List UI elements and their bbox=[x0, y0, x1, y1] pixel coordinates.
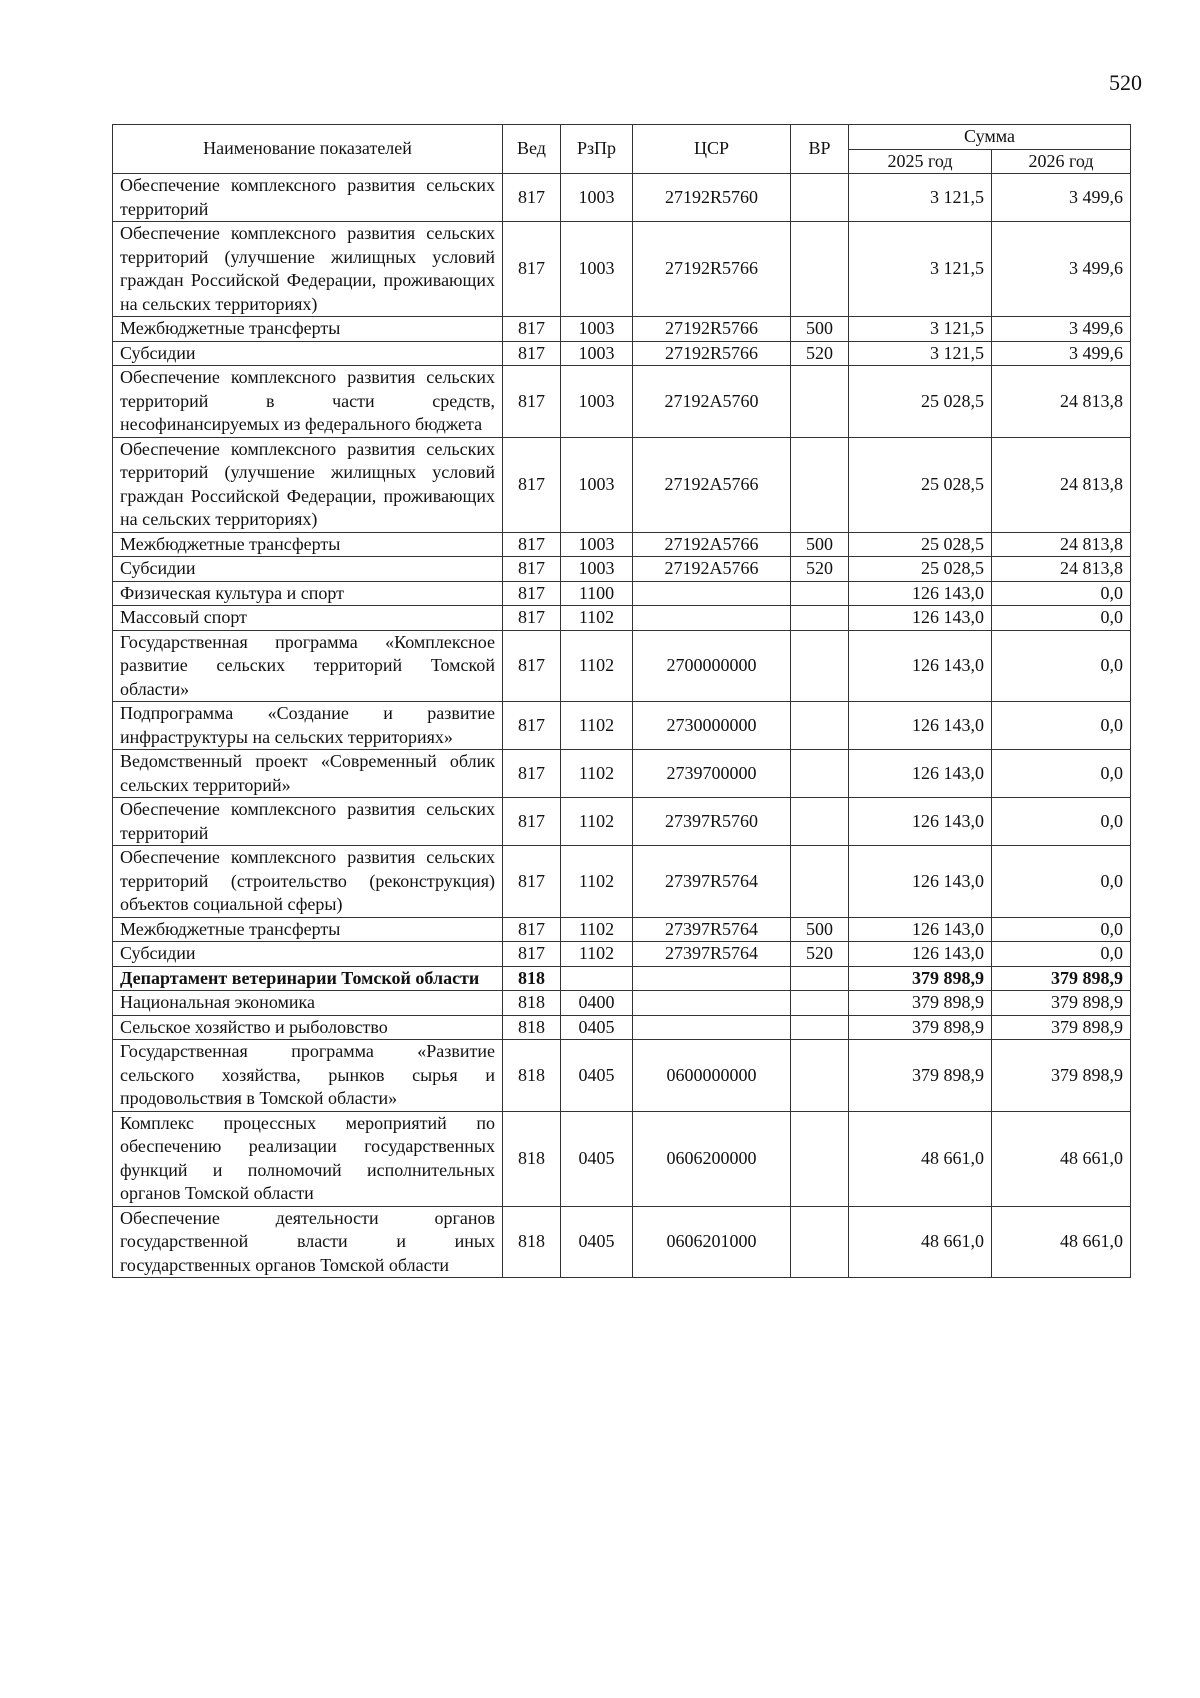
row-sum-2026: 0,0 bbox=[992, 798, 1131, 846]
row-sum-2026: 0,0 bbox=[992, 917, 1131, 942]
page-number: 520 bbox=[1109, 70, 1142, 95]
table-row bbox=[113, 798, 1131, 846]
row-name: Подпрограмма «Создание и развитие инфраструктуры на сельских территориях» bbox=[113, 702, 503, 750]
row-rzpr: 1102 bbox=[561, 606, 633, 631]
table-row bbox=[113, 366, 1131, 438]
row-csr bbox=[633, 1015, 791, 1040]
row-sum-2025: 25 028,5 bbox=[849, 557, 992, 582]
row-sum-2025: 25 028,5 bbox=[849, 532, 992, 557]
row-sum-2025: 126 143,0 bbox=[849, 581, 992, 606]
row-ved: 817 bbox=[503, 341, 561, 366]
row-rzpr: 1102 bbox=[561, 942, 633, 967]
row-sum-2026: 24 813,8 bbox=[992, 366, 1131, 438]
row-name: Государственная программа «Комплексное развитие сельских территорий Томской области» bbox=[113, 630, 503, 702]
row-sum-2026: 3 499,6 bbox=[992, 174, 1131, 222]
row-vr bbox=[791, 798, 849, 846]
row-rzpr bbox=[561, 966, 633, 991]
row-vr bbox=[791, 1206, 849, 1278]
row-csr bbox=[633, 581, 791, 606]
row-vr bbox=[791, 750, 849, 798]
table-row bbox=[113, 557, 1131, 582]
row-vr bbox=[791, 174, 849, 222]
row-sum-2025: 126 143,0 bbox=[849, 606, 992, 631]
row-ved: 817 bbox=[503, 366, 561, 438]
table-row bbox=[113, 991, 1131, 1016]
row-csr: 0606200000 bbox=[633, 1111, 791, 1206]
table-row bbox=[113, 750, 1131, 798]
row-ved: 817 bbox=[503, 606, 561, 631]
table-row bbox=[113, 532, 1131, 557]
row-name: Сельское хозяйство и рыболовство bbox=[113, 1015, 503, 1040]
row-sum-2025: 48 661,0 bbox=[849, 1206, 992, 1278]
row-vr: 500 bbox=[791, 917, 849, 942]
table-row bbox=[113, 1111, 1131, 1206]
row-sum-2026: 24 813,8 bbox=[992, 532, 1131, 557]
row-sum-2026: 379 898,9 bbox=[992, 991, 1131, 1016]
row-name: Комплекс процессных мероприятий по обеспечению реализации государственных функций и полномочий исполнительных органов Томской области bbox=[113, 1111, 503, 1206]
row-name: Обеспечение комплексного развития сельских территорий (улучшение жилищных условий граждан Российской Федерации, проживающих на сельских территориях) bbox=[113, 437, 503, 532]
row-sum-2025: 126 143,0 bbox=[849, 750, 992, 798]
header-sum: Сумма bbox=[849, 125, 1131, 150]
row-sum-2025: 126 143,0 bbox=[849, 942, 992, 967]
row-name: Государственная программа «Развитие сельского хозяйства, рынков сырья и продовольствия в Томской области» bbox=[113, 1040, 503, 1112]
row-name: Субсидии bbox=[113, 557, 503, 582]
row-ved: 817 bbox=[503, 917, 561, 942]
row-vr bbox=[791, 222, 849, 317]
row-name: Обеспечение комплексного развития сельских территорий bbox=[113, 798, 503, 846]
table-row bbox=[113, 702, 1131, 750]
row-rzpr: 1100 bbox=[561, 581, 633, 606]
row-rzpr: 1003 bbox=[561, 317, 633, 342]
row-rzpr: 0405 bbox=[561, 1015, 633, 1040]
row-ved: 817 bbox=[503, 846, 561, 918]
row-name: Обеспечение деятельности органов государственной власти и иных государственных органов Томской области bbox=[113, 1206, 503, 1278]
row-sum-2025: 379 898,9 bbox=[849, 991, 992, 1016]
row-sum-2026: 0,0 bbox=[992, 750, 1131, 798]
row-vr bbox=[791, 1040, 849, 1112]
row-name: Обеспечение комплексного развития сельских территорий (строительство (реконструкция) объектов социальной сферы) bbox=[113, 846, 503, 918]
row-vr: 520 bbox=[791, 942, 849, 967]
row-vr bbox=[791, 1111, 849, 1206]
row-name: Субсидии bbox=[113, 341, 503, 366]
row-ved: 817 bbox=[503, 557, 561, 582]
row-ved: 818 bbox=[503, 966, 561, 991]
row-name: Межбюджетные трансферты bbox=[113, 917, 503, 942]
row-sum-2025: 379 898,9 bbox=[849, 1015, 992, 1040]
row-csr: 0600000000 bbox=[633, 1040, 791, 1112]
row-csr bbox=[633, 991, 791, 1016]
row-rzpr: 1102 bbox=[561, 750, 633, 798]
row-sum-2026: 0,0 bbox=[992, 606, 1131, 631]
row-name: Национальная экономика bbox=[113, 991, 503, 1016]
table-header bbox=[113, 125, 1131, 174]
row-rzpr: 0400 bbox=[561, 991, 633, 1016]
table-row bbox=[113, 1015, 1131, 1040]
row-sum-2025: 3 121,5 bbox=[849, 222, 992, 317]
table-row bbox=[113, 317, 1131, 342]
header-rzpr: РзПр bbox=[561, 125, 633, 174]
table-row bbox=[113, 1206, 1131, 1278]
row-ved: 817 bbox=[503, 942, 561, 967]
row-name: Ведомственный проект «Современный облик сельских территорий» bbox=[113, 750, 503, 798]
row-csr: 2730000000 bbox=[633, 702, 791, 750]
row-csr: 27192А5766 bbox=[633, 532, 791, 557]
row-sum-2025: 48 661,0 bbox=[849, 1111, 992, 1206]
row-vr bbox=[791, 581, 849, 606]
header-vr: ВР bbox=[791, 125, 849, 174]
row-sum-2026: 379 898,9 bbox=[992, 1040, 1131, 1112]
header-name: Наименование показателей bbox=[113, 125, 503, 174]
row-rzpr: 1102 bbox=[561, 846, 633, 918]
row-ved: 817 bbox=[503, 798, 561, 846]
row-csr: 27192А5766 bbox=[633, 557, 791, 582]
row-rzpr: 1003 bbox=[561, 437, 633, 532]
table-row bbox=[113, 222, 1131, 317]
row-sum-2025: 3 121,5 bbox=[849, 317, 992, 342]
row-csr: 27192R5766 bbox=[633, 341, 791, 366]
row-rzpr: 1003 bbox=[561, 174, 633, 222]
row-vr: 520 bbox=[791, 341, 849, 366]
row-ved: 818 bbox=[503, 1040, 561, 1112]
row-name: Обеспечение комплексного развития сельских территорий bbox=[113, 174, 503, 222]
row-sum-2025: 379 898,9 bbox=[849, 1040, 992, 1112]
table-body bbox=[113, 174, 1131, 1278]
row-name: Субсидии bbox=[113, 942, 503, 967]
row-csr: 27397R5760 bbox=[633, 798, 791, 846]
budget-table bbox=[112, 124, 1131, 1278]
table-row bbox=[113, 174, 1131, 222]
row-ved: 818 bbox=[503, 1206, 561, 1278]
row-vr bbox=[791, 1015, 849, 1040]
row-name: Департамент ветеринарии Томской области bbox=[113, 966, 503, 991]
row-sum-2026: 0,0 bbox=[992, 942, 1131, 967]
table-row bbox=[113, 606, 1131, 631]
row-sum-2026: 24 813,8 bbox=[992, 557, 1131, 582]
row-rzpr: 1102 bbox=[561, 702, 633, 750]
table-row bbox=[113, 1040, 1131, 1112]
row-csr bbox=[633, 966, 791, 991]
table-row bbox=[113, 917, 1131, 942]
row-sum-2025: 25 028,5 bbox=[849, 366, 992, 438]
row-sum-2025: 3 121,5 bbox=[849, 341, 992, 366]
row-sum-2026: 24 813,8 bbox=[992, 437, 1131, 532]
table-row bbox=[113, 630, 1131, 702]
row-csr: 2739700000 bbox=[633, 750, 791, 798]
row-rzpr: 1102 bbox=[561, 798, 633, 846]
row-ved: 817 bbox=[503, 437, 561, 532]
row-ved: 818 bbox=[503, 1111, 561, 1206]
row-vr: 500 bbox=[791, 317, 849, 342]
row-vr: 500 bbox=[791, 532, 849, 557]
row-csr: 27397R5764 bbox=[633, 846, 791, 918]
header-year-2026: 2026 год bbox=[992, 149, 1131, 174]
header-csr: ЦСР bbox=[633, 125, 791, 174]
row-sum-2026: 3 499,6 bbox=[992, 317, 1131, 342]
row-vr bbox=[791, 437, 849, 532]
row-name: Обеспечение комплексного развития сельских территорий (улучшение жилищных условий граждан Российской Федерации, проживающих на сельских территориях) bbox=[113, 222, 503, 317]
table-row bbox=[113, 942, 1131, 967]
row-sum-2026: 0,0 bbox=[992, 581, 1131, 606]
row-sum-2025: 126 143,0 bbox=[849, 702, 992, 750]
row-rzpr: 1003 bbox=[561, 557, 633, 582]
row-rzpr: 1003 bbox=[561, 366, 633, 438]
row-sum-2026: 0,0 bbox=[992, 846, 1131, 918]
row-csr: 27192А5760 bbox=[633, 366, 791, 438]
row-sum-2026: 48 661,0 bbox=[992, 1206, 1131, 1278]
row-ved: 817 bbox=[503, 222, 561, 317]
row-sum-2026: 0,0 bbox=[992, 702, 1131, 750]
row-sum-2026: 48 661,0 bbox=[992, 1111, 1131, 1206]
row-name: Массовый спорт bbox=[113, 606, 503, 631]
row-ved: 817 bbox=[503, 581, 561, 606]
row-sum-2025: 126 143,0 bbox=[849, 630, 992, 702]
row-rzpr: 1102 bbox=[561, 917, 633, 942]
row-vr: 520 bbox=[791, 557, 849, 582]
row-rzpr: 0405 bbox=[561, 1040, 633, 1112]
row-csr: 27397R5764 bbox=[633, 942, 791, 967]
row-sum-2025: 126 143,0 bbox=[849, 917, 992, 942]
row-ved: 817 bbox=[503, 750, 561, 798]
row-vr bbox=[791, 606, 849, 631]
row-rzpr: 1003 bbox=[561, 222, 633, 317]
row-sum-2026: 379 898,9 bbox=[992, 1015, 1131, 1040]
row-csr: 27192R5766 bbox=[633, 317, 791, 342]
row-sum-2026: 3 499,6 bbox=[992, 341, 1131, 366]
row-sum-2025: 3 121,5 bbox=[849, 174, 992, 222]
row-csr bbox=[633, 606, 791, 631]
row-ved: 818 bbox=[503, 1015, 561, 1040]
header-ved: Вед bbox=[503, 125, 561, 174]
row-ved: 817 bbox=[503, 317, 561, 342]
row-name: Межбюджетные трансферты bbox=[113, 317, 503, 342]
row-name: Межбюджетные трансферты bbox=[113, 532, 503, 557]
row-rzpr: 1102 bbox=[561, 630, 633, 702]
row-csr: 27192А5766 bbox=[633, 437, 791, 532]
table-row bbox=[113, 437, 1131, 532]
row-sum-2025: 25 028,5 bbox=[849, 437, 992, 532]
row-ved: 818 bbox=[503, 991, 561, 1016]
row-vr bbox=[791, 846, 849, 918]
row-sum-2025: 126 143,0 bbox=[849, 798, 992, 846]
row-rzpr: 1003 bbox=[561, 341, 633, 366]
row-sum-2026: 3 499,6 bbox=[992, 222, 1131, 317]
table-row bbox=[113, 846, 1131, 918]
row-sum-2026: 0,0 bbox=[992, 630, 1131, 702]
row-csr: 0606201000 bbox=[633, 1206, 791, 1278]
row-rzpr: 0405 bbox=[561, 1206, 633, 1278]
row-csr: 27192R5760 bbox=[633, 174, 791, 222]
row-rzpr: 1003 bbox=[561, 532, 633, 557]
row-sum-2026: 379 898,9 bbox=[992, 966, 1131, 991]
row-ved: 817 bbox=[503, 702, 561, 750]
row-rzpr: 0405 bbox=[561, 1111, 633, 1206]
row-ved: 817 bbox=[503, 532, 561, 557]
row-name: Физическая культура и спорт bbox=[113, 581, 503, 606]
row-name: Обеспечение комплексного развития сельских территорий в части средств, несофинансируемых из федерального бюджета bbox=[113, 366, 503, 438]
row-sum-2025: 379 898,9 bbox=[849, 966, 992, 991]
row-ved: 817 bbox=[503, 630, 561, 702]
row-vr bbox=[791, 966, 849, 991]
row-sum-2025: 126 143,0 bbox=[849, 846, 992, 918]
row-csr: 2700000000 bbox=[633, 630, 791, 702]
row-vr bbox=[791, 366, 849, 438]
row-csr: 27397R5764 bbox=[633, 917, 791, 942]
header-year-2025: 2025 год bbox=[849, 149, 992, 174]
row-vr bbox=[791, 702, 849, 750]
table-row bbox=[113, 341, 1131, 366]
row-csr: 27192R5766 bbox=[633, 222, 791, 317]
row-vr bbox=[791, 991, 849, 1016]
row-vr bbox=[791, 630, 849, 702]
row-ved: 817 bbox=[503, 174, 561, 222]
table-row bbox=[113, 966, 1131, 991]
table-row bbox=[113, 581, 1131, 606]
